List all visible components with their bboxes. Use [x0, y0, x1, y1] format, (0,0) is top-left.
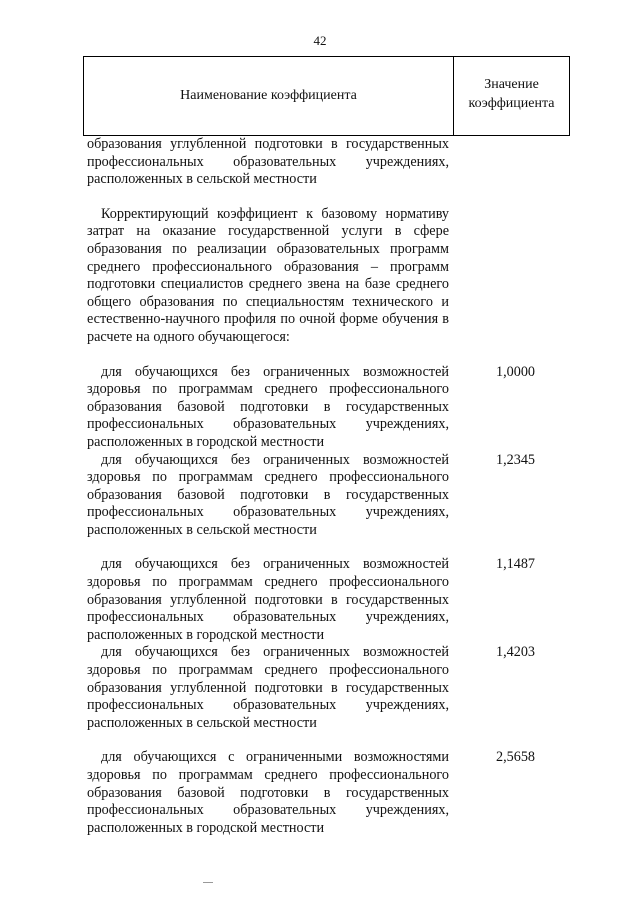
section-heading-row: [87, 206, 547, 347]
coefficient-value: 1,2345: [495, 451, 535, 468]
section-heading-text: Корректирующий коэффициент к базовому нормативу затрат на оказание государственной услуги в сфере образования по реализации образовательных программ среднего профессионального образования – программ подготовки специалистов среднего звена на базе среднего общего образования по специальностям технического и естественно-научного профиля по очной форме обучения в расчете на одного обучающегося:: [87, 205, 449, 345]
coefficient-value: 1,0000: [495, 363, 535, 380]
coefficient-row: [87, 556, 547, 644]
coefficient-value: 1,4203: [495, 644, 535, 661]
coefficient-description: для обучающихся с ограниченными возможностями здоровья по программам среднего профессионального образования базовой подготовки в государственных профессиональных образовательных учреждениях, расположенных в городской местности: [87, 749, 449, 836]
coefficient-value: 1,1487: [495, 556, 535, 573]
coefficient-description: для обучающихся без ограниченных возможностей здоровья по программам среднего профессионального образования базовой подготовки в государственных профессиональных образовательных учреждениях, расположенных в сельской местности: [87, 451, 449, 538]
coefficient-row: [87, 644, 547, 732]
coefficient-row: [87, 452, 547, 540]
section-heading: [87, 206, 449, 347]
table-body: [87, 136, 547, 837]
coefficient-description: для обучающихся без ограниченных возможностей здоровья по программам среднего профессионального образования углубленной подготовки в государственных профессиональных образовательных учреждениях, расположенных в сельской местности: [87, 644, 449, 731]
header-value-line2: коэффициента: [468, 96, 555, 111]
scan-mark: [203, 882, 213, 883]
continuation-text: образования углубленной подготовки в государственных профессиональных образовательных учреждениях, расположенных в сельской местности: [87, 136, 449, 188]
coefficient-row: [87, 364, 547, 452]
coefficient-description: для обучающихся без ограниченных возможностей здоровья по программам среднего профессионального образования базовой подготовки в государственных профессиональных образовательных учреждениях, расположенных в городской местности: [87, 363, 449, 450]
coefficient-row: [87, 749, 547, 837]
continuation-row: [87, 136, 547, 189]
header-name-column: Наименование коэффициента: [84, 57, 454, 135]
page-number: 42: [313, 33, 327, 48]
continuation-value: [467, 136, 547, 189]
coefficient-value: 2,5658: [495, 749, 535, 766]
header-value-column: [454, 57, 569, 135]
coefficient-description: для обучающихся без ограниченных возможностей здоровья по программам среднего профессионального образования углубленной подготовки в государственных профессиональных образовательных учреждениях, расположенных в городской местности: [87, 556, 449, 643]
table-header: [83, 56, 570, 136]
header-value-line1: Значение: [484, 77, 539, 92]
